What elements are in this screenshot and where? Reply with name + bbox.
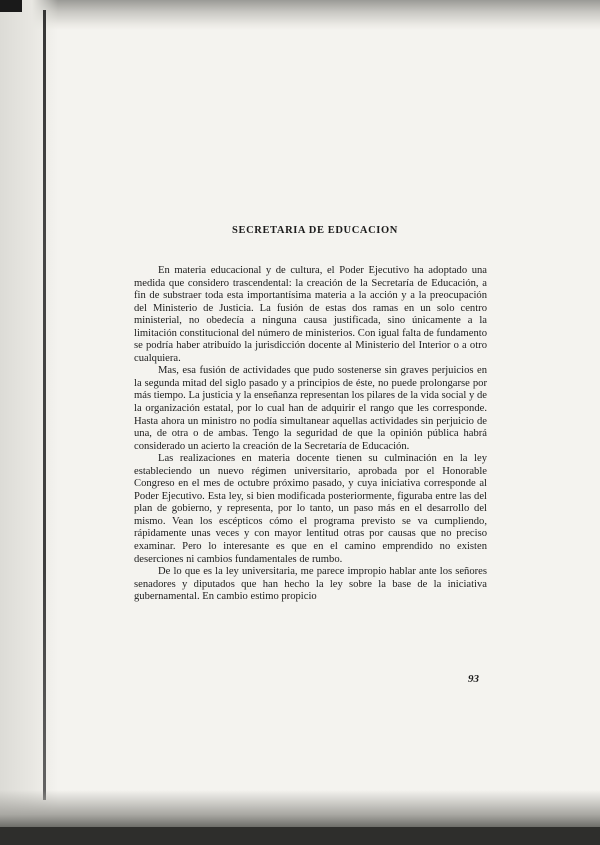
- paragraph: En materia educacional y de cultura, el Poder Ejecutivo ha adoptado una medida que considero trascendental: la creación de la Secretaría de Educación, a fin de substraer toda esta importantísima materia a la acción y a la preocupación del Ministerio de Justicia. La fusión de estas dos ramas en un solo centro ministerial, no obedecía a ninguna causa justificada, sino únicamente a la limitación constitucional del número de ministerios. Con igual falta de fundamento se podría haber atribuído la jurisdicción docente al Ministerio del Interior o a otro cualquiera.: [134, 265, 487, 364]
- page-number: 93: [468, 673, 479, 685]
- binding-edge: [43, 10, 46, 800]
- paragraph: Las realizaciones en materia docente tienen su culminación en la ley estableciendo un nuevo régimen universitario, aprobada por el Honorable Congreso en el mes de octubre próximo pasado, y cuya iniciativa corresponde al Poder Ejecutivo. Esta ley, si bien modificada posteriormente, figuraba entre las del plan de gobierno, y representa, por lo tanto, un paso más en el desarrollo del mismo. Vean los escépticos cómo el programa previsto se va cumpliendo, rápidamente unas veces y con mayor lentitud otras por causas que no preciso examinar. Pero lo interesante es que en el camino emprendido no existen deserciones ni cambios fundamentales de rumbo.: [134, 453, 487, 565]
- page-title: SECRETARIA DE EDUCACION: [232, 225, 398, 236]
- paragraph: Mas, esa fusión de actividades que pudo sostenerse sin graves perjuicios en la segunda mitad del siglo pasado y a principios de éste, no puede prolongarse por más tiempo. La justicia y la enseñanza representan los pilares de la vida social y de la organización estatal, por lo cual han de adquirir el rango que les corresponde. Hasta ahora un ministro no podía simultanear aquellas actividades sin perjuicio de una, de otra o de ambas. Tengo la seguridad de que la opinión pública habrá considerado un acierto la creación de la Secretaría de Educación.: [134, 365, 487, 452]
- scan-corner-mark: [0, 0, 22, 12]
- paragraph: De lo que es la ley universitaria, me parece impropio hablar ante los señores senadores y diputados que han hecho la ley sobre la base de la iniciativa gubernamental. En cambio estimo propicio: [134, 566, 487, 603]
- scan-bottom-edge: [0, 827, 600, 845]
- body-text: [134, 265, 487, 604]
- scan-top-shadow: [0, 0, 600, 30]
- scan-left-shadow: [0, 0, 58, 845]
